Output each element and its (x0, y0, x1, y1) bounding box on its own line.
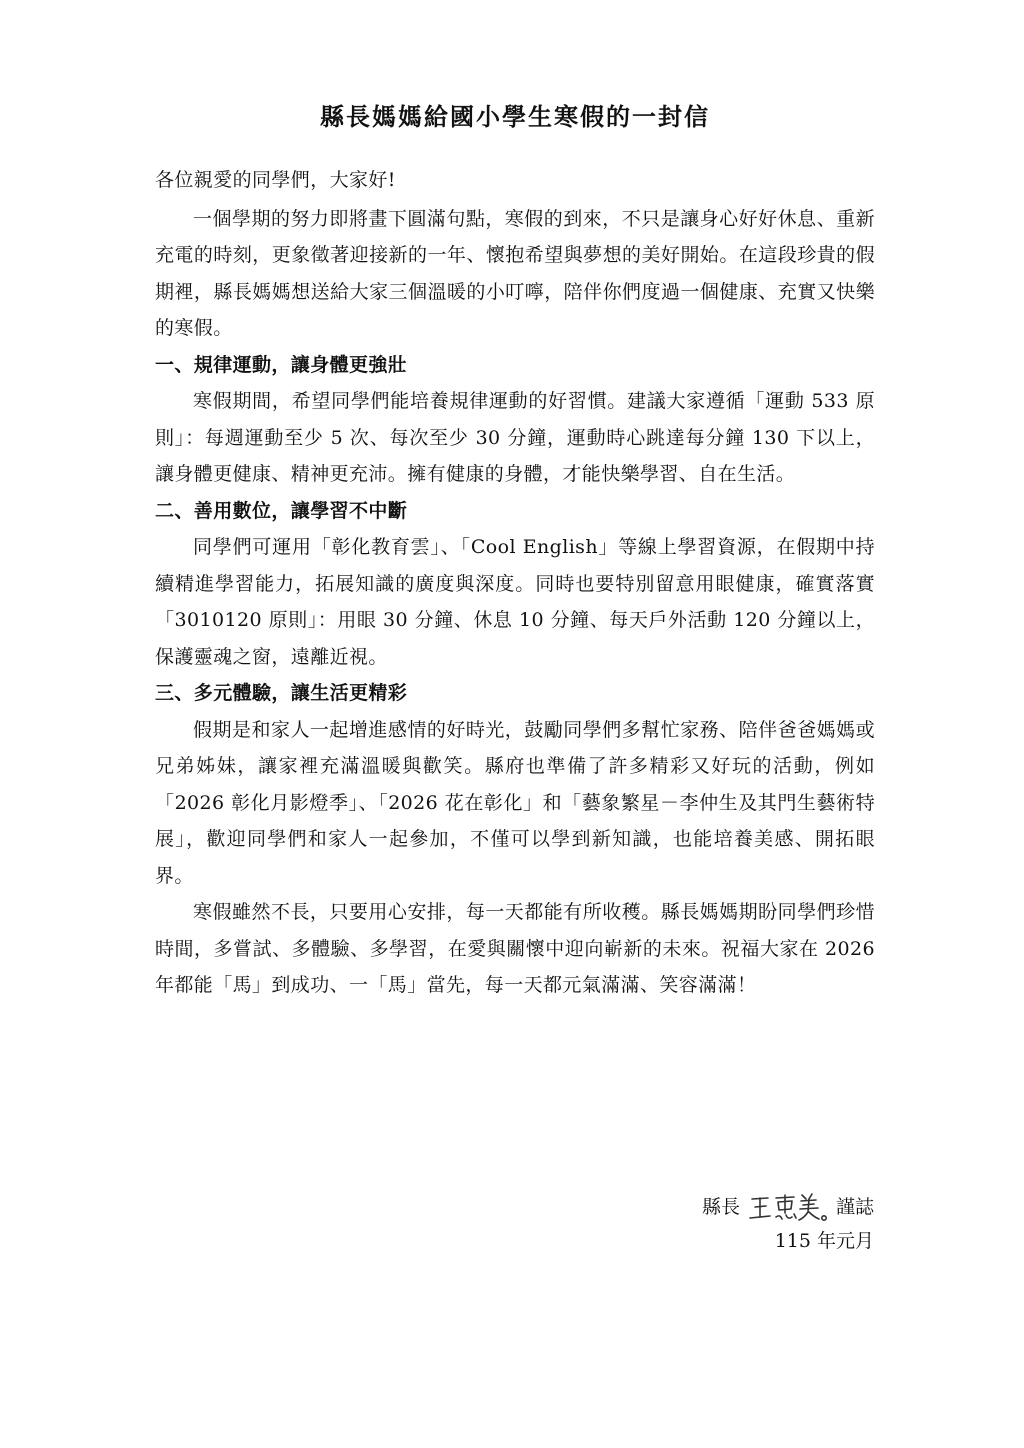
closing-paragraph: 寒假雖然不長，只要用心安排，每一天都能有所收穫。縣長媽媽期盼同學們珍惜時間，多嘗試、多體驗、多學習，在愛與關懷中迎向嶄新的未來。祝福大家在 2026 年都能「馬」到成功、一「馬」當先，每一天都元氣滿滿、笑容滿滿！ (155, 901, 875, 996)
signature-line (702, 1190, 874, 1224)
handwritten-signature-icon (746, 1190, 830, 1224)
signature-block (702, 1190, 874, 1258)
section-body-exercise: 寒假期間，希望同學們能培養規律運動的好習慣。建議大家遵循「運動 533 原則」：每週運動至少 5 次、每次至少 30 分鐘，運動時心跳達每分鐘 130 下以上，讓身體更健康、精神更充沛。擁有健康的身體，才能快樂學習、自在生活。 (155, 390, 875, 485)
signature-title: 縣長 (701, 1196, 740, 1218)
letter-title: 縣長媽媽給國小學生寒假的一封信 (320, 102, 710, 131)
signature-date: 115 年元月 (774, 1230, 874, 1252)
section-heading-experience: 三、多元體驗，讓生活更精彩 (155, 682, 408, 704)
letter (155, 100, 875, 1004)
section-body-experience: 假期是和家人一起增進感情的好時光，鼓勵同學們多幫忙家務、陪伴爸爸媽媽或兄弟姊妹，讓家裡充滿溫暖與歡笑。縣府也準備了許多精彩又好玩的活動，例如「2026 彰化月影燈季」、「2026 花在彰化」和「藝象繁星－李仲生及其門生藝術特展」，歡迎同學們和家人一起參加，不僅可以學到新知識，也能培養美感、開拓眼界。 (155, 718, 875, 887)
intro-paragraph: 一個學期的努力即將畫下圓滿句點，寒假的到來，不只是讓身心好好休息、重新充電的時刻，更象徵著迎接新的一年、懷抱希望與夢想的美好開始。在這段珍貴的假期裡，縣長媽媽想送給大家三個溫暖的小叮嚀，陪伴你們度過一個健康、充實又快樂的寒假。 (155, 207, 875, 339)
signature-suffix: 謹誌 (835, 1196, 874, 1218)
section-heading-digital: 二、善用數位，讓學習不中斷 (155, 499, 408, 522)
section-body-digital: 同學們可運用「彰化教育雲」、「Cool English」等線上學習資源，在假期中持續精進學習能力，拓展知識的廣度與深度。同時也要特別留意用眼健康，確實落實「3010120 原則」：用眼 30 分鐘、休息 10 分鐘、每天戶外活動 120 分鐘以上，保護靈魂之窗，遠離近視。 (155, 536, 875, 668)
section-heading-exercise: 一、規律運動，讓身體更強壯 (155, 353, 408, 376)
greeting: 各位親愛的同學們，大家好! (155, 169, 396, 191)
